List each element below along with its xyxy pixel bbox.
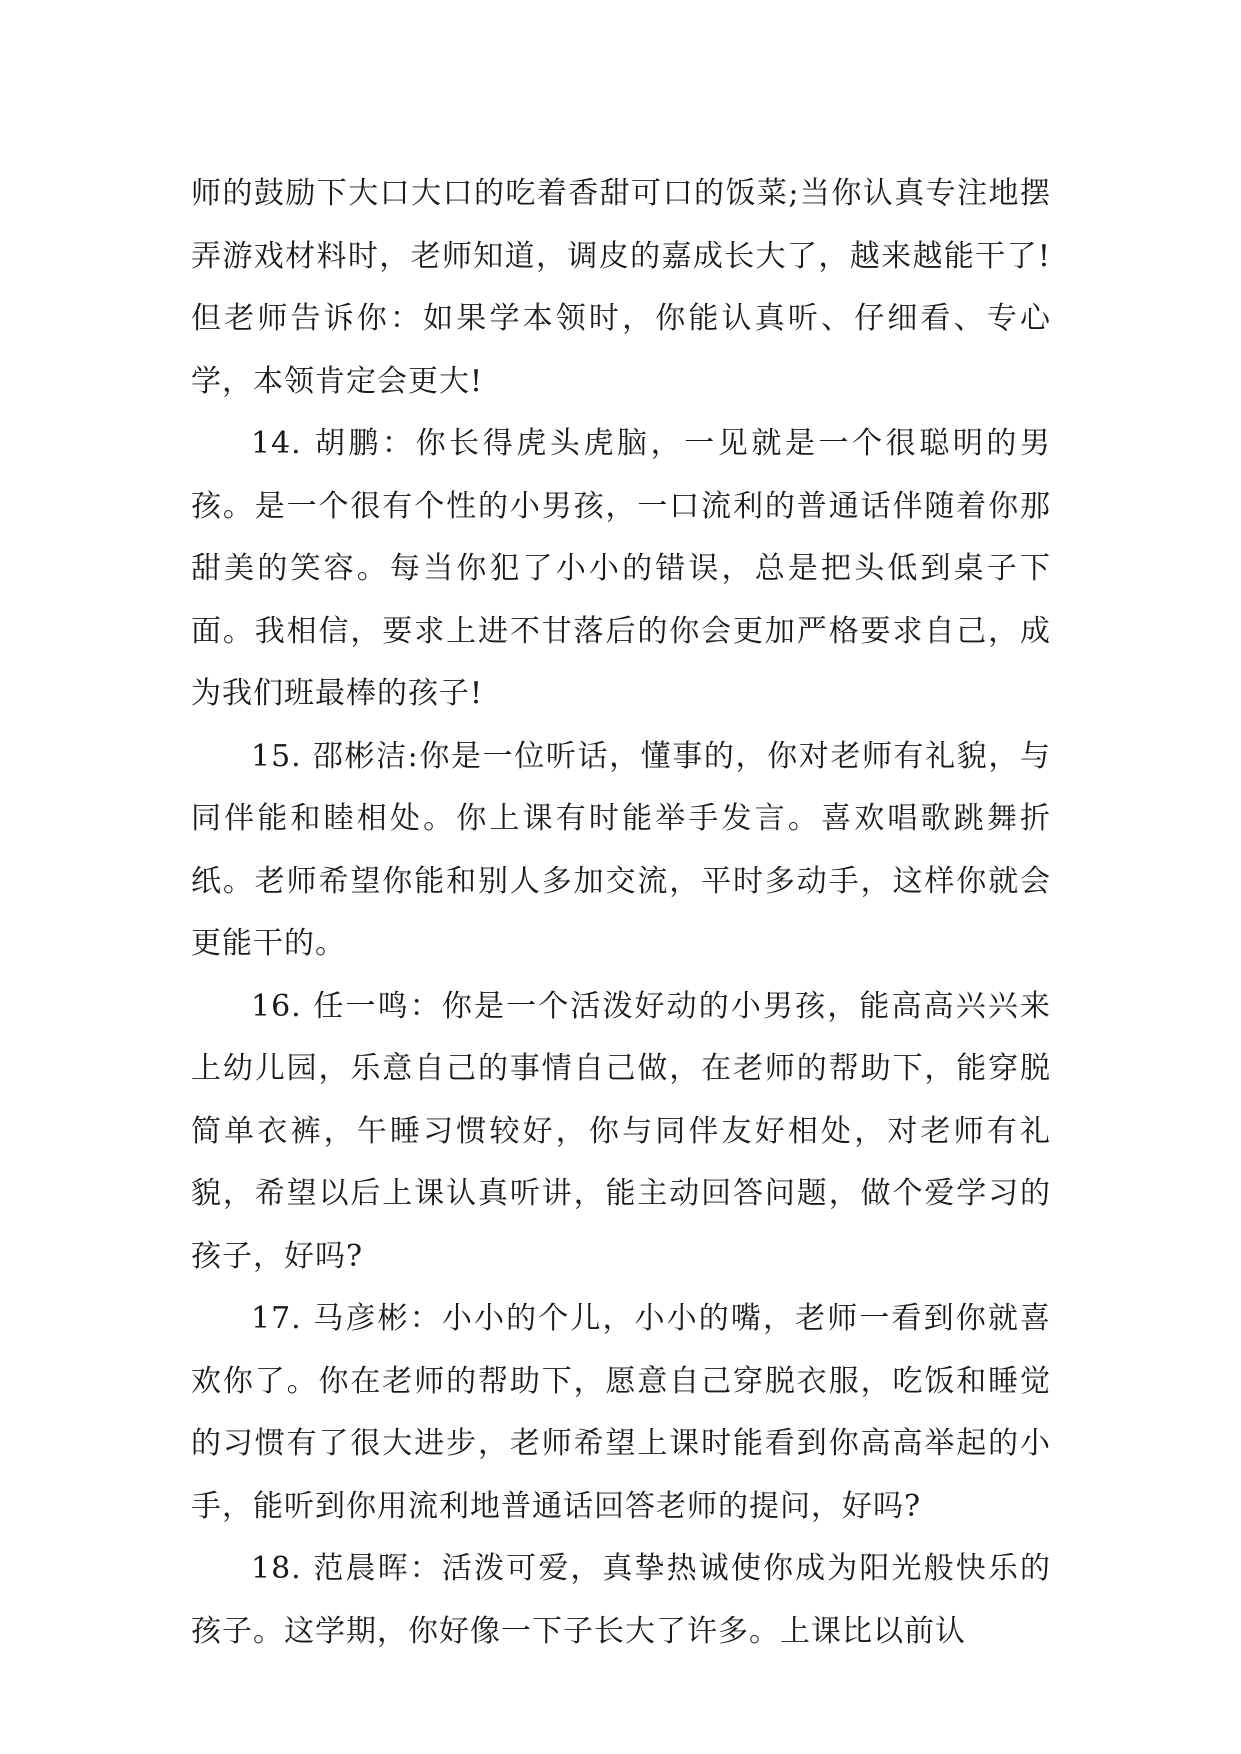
paragraph-comment-18: 18. 范晨晖：活泼可爱，真挚热诚使你成为阳光般快乐的孩子。这学期，你好像一下子长大了许多。上课比以前认 xyxy=(191,1551,1051,1649)
paragraph-comment-17: 17. 马彦彬：小小的个儿，小小的嘴，老师一看到你就喜欢你了。你在老师的帮助下，愿意自己穿脱衣服，吃饭和睡觉的习惯有了很大进步，老师希望上课时能看到你高高举起的小手，能听到你用流利地普通话回答老师的提问，好吗? xyxy=(191,1301,1051,1524)
paragraph-comment-15: 15. 邵彬洁:你是一位听话，懂事的，你对老师有礼貌，与同伴能和睦相处。你上课有时能举手发言。喜欢唱歌跳舞折纸。老师希望你能和别人多加交流，平时多动手，这样你就会更能干的。 xyxy=(191,738,1051,961)
document-body xyxy=(191,163,1051,1663)
paragraph-comment-16: 16. 任一鸣：你是一个活泼好动的小男孩，能高高兴兴来上幼儿园，乐意自己的事情自己做，在老师的帮助下，能穿脱简单衣裤，午睡习惯较好，你与同伴友好相处，对老师有礼貌，希望以后上课认真听讲，能主动回答问题，做个爱学习的孩子，好吗? xyxy=(191,988,1051,1274)
paragraph-comment-14: 14. 胡鹏：你长得虎头虎脑，一见就是一个很聪明的男孩。是一个很有个性的小男孩，一口流利的普通话伴随着你那甜美的笑容。每当你犯了小小的错误，总是把头低到桌子下面。我相信，要求上进不甘落后的你会更加严格要求自己，成为我们班最棒的孩子! xyxy=(191,426,1051,711)
paragraph-continuation: 师的鼓励下大口大口的吃着香甜可口的饭菜;当你认真专注地摆弄游戏材料时，老师知道，调皮的嘉成长大了，越来越能干了!但老师告诉你：如果学本领时，你能认真听、仔细看、专心学，本领肯定会更大! xyxy=(191,176,1051,399)
